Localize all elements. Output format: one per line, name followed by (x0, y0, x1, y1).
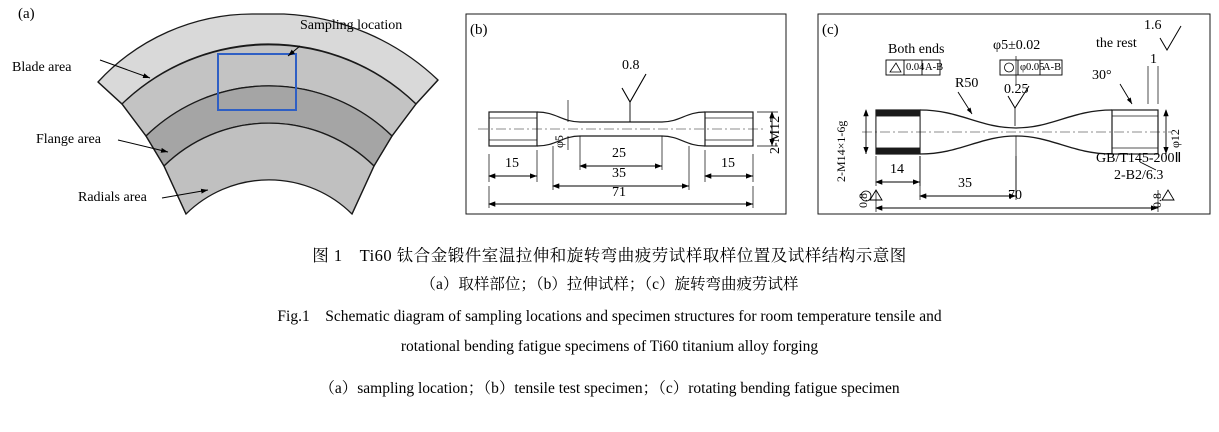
label-dim-25: 25 (612, 146, 626, 161)
panel-b-tag: (b) (470, 22, 488, 38)
label-sampling-location: Sampling location (300, 18, 403, 33)
label-dim-15-right: 15 (721, 156, 735, 171)
panel-c-tag: (c) (822, 22, 839, 38)
label-dim-35-b: 35 (612, 166, 626, 181)
label-tol-flatness-datum: A-B (925, 62, 944, 73)
label-both-ends: Both ends (888, 42, 945, 57)
label-thread-2m14: 2-M14×1-6g (834, 120, 848, 182)
label-dim-35-c: 35 (958, 176, 972, 191)
label-chamfer-1: 1 (1150, 52, 1157, 67)
caption-english-sub: （a）sampling location；（b）tensile test specimen；（c）rotating bending fatigue specimen (319, 380, 900, 397)
label-dia-5-tol: φ5±0.02 (993, 38, 1041, 53)
label-center-hole: 2-B2/6.3 (1114, 168, 1164, 183)
label-roughness-08-right: 0.8 (1150, 193, 1164, 208)
panel-a-drawing (98, 14, 438, 214)
label-blade-area: Blade area (12, 60, 72, 75)
label-radius-r50: R50 (955, 76, 979, 91)
caption-chinese-title: 图 1 Ti60 钛合金锻件室温拉伸和旋转弯曲疲劳试样取样位置及试样结构示意图 (312, 246, 907, 265)
label-tol-runout-datum: A-B (1043, 62, 1062, 73)
caption-chinese-sub: （a）取样部位；（b）拉伸试样；（c）旋转弯曲疲劳试样 (420, 276, 799, 293)
label-dim-70: 70 (1008, 188, 1022, 203)
label-roughness-08-left: 0.8 (856, 193, 870, 208)
label-flange-area: Flange area (36, 132, 101, 147)
panel-a-tag: (a) (18, 6, 35, 22)
label-tol-flatness-value: 0.04 (906, 62, 925, 73)
label-thread-2m12: 2-M12 (768, 115, 783, 154)
label-roughness-025: 0.25 (1004, 82, 1029, 97)
panel-b-drawing (466, 14, 786, 214)
label-standard-gb: GB/T145-200Ⅱ (1096, 151, 1182, 166)
label-radials-area: Radials area (78, 190, 147, 205)
label-rest-value: 1.6 (1144, 18, 1162, 33)
label-diameter-5-b: φ5 (552, 135, 566, 148)
label-dim-15-left: 15 (505, 156, 519, 171)
caption-english-line2: rotational bending fatigue specimens of Ti60 titanium alloy forging (400, 338, 819, 355)
label-angle-30: 30° (1092, 68, 1112, 83)
label-dia-12: φ12 (1168, 129, 1182, 148)
label-tol-runout-value: φ0.05 (1020, 62, 1045, 73)
label-dim-14: 14 (890, 162, 904, 177)
caption-english-line1: Fig.1 Schematic diagram of sampling locations and specimen structures for room temperature tensile and (277, 308, 942, 325)
label-the-rest: the rest (1096, 36, 1137, 51)
label-dim-71: 71 (612, 185, 626, 200)
label-roughness-08-b: 0.8 (622, 58, 640, 73)
